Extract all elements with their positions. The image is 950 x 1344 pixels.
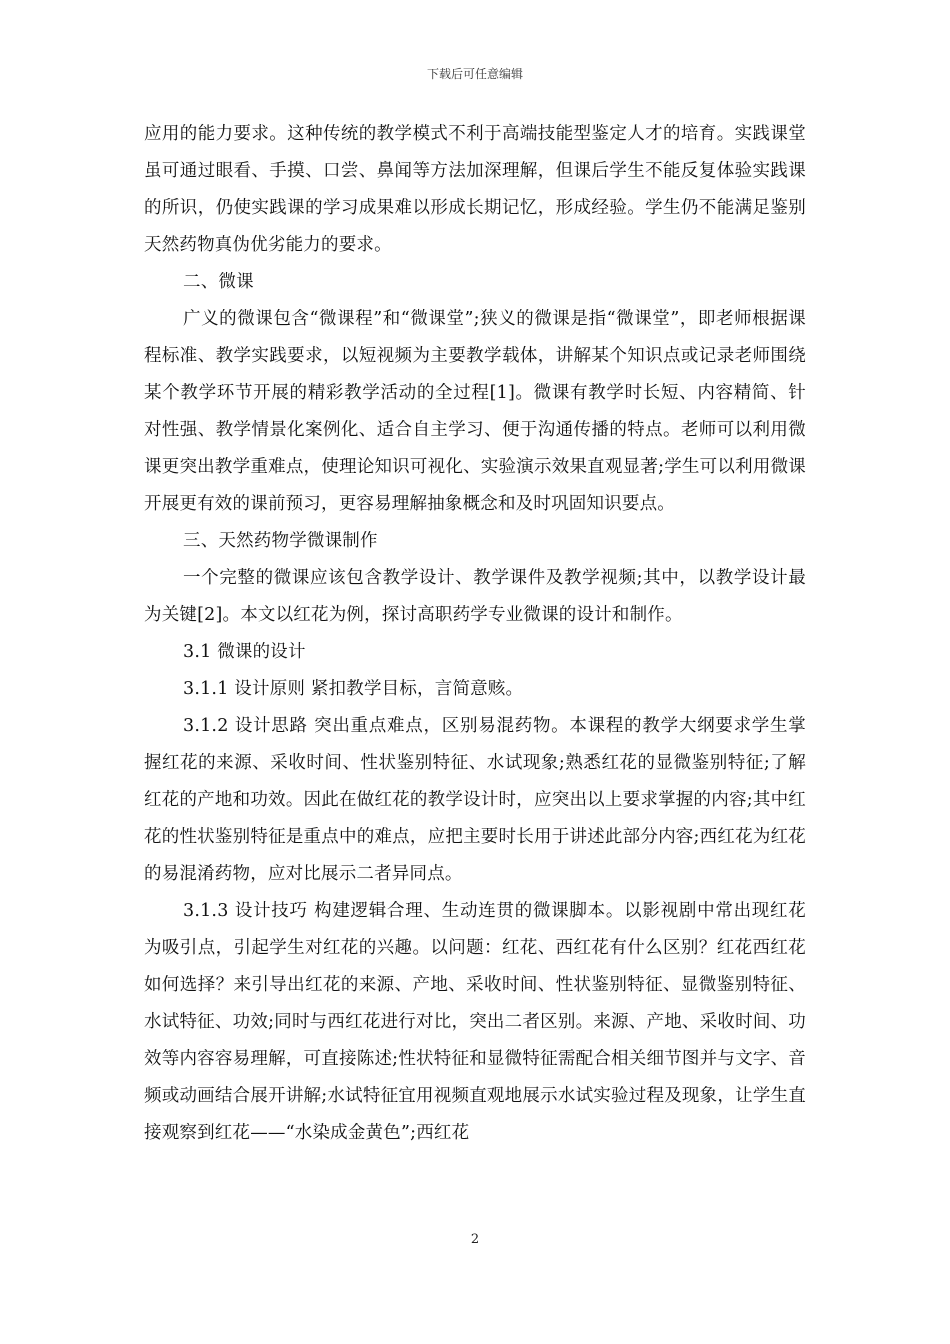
page-number: 2 xyxy=(470,1232,480,1247)
paragraph-design-technique: 3.1.3 设计技巧 构建逻辑合理、生动连贯的微课脚本。以影视剧中常出现红花为吸引点，引起学生对红花的兴趣。以问题：红花、西红花有什么区别？红花西红花如何选择？来引导出红花的来源、产地、采收时间、性状鉴别特征、显微鉴别特征、水试特征、功效;同时与西红花进行对比，突出二者区别。来源、产地、采收时间、功效等内容容易理解，可直接陈述;性状特征和显微特征需配合相关细节图并与文字、音频或动画结合展开讲解;水试特征宜用视频直观地展示水试实验过程及现象，让学生直接观察到红花——“水染成金黄色”;西红花 xyxy=(144,901,806,1143)
paragraph-design-approach: 3.1.2 设计思路 突出重点难点，区别易混药物。本课程的教学大纲要求学生掌握红花的来源、采收时间、性状鉴别特征、水试现象;熟悉红花的显微鉴别特征;了解红花的产地和功效。因此在做红花的教学设计时，应突出以上要求掌握的内容;其中红花的性状鉴别特征是重点中的难点，应把主要时长用于讲述此部分内容;西红花为红花的易混淆药物，应对比展示二者异同点。 xyxy=(144,716,806,884)
paragraph-continuation: 应用的能力要求。这种传统的教学模式不利于高端技能型鉴定人才的培育。实践课堂虽可通过眼看、手摸、口尝、鼻闻等方法加深理解，但课后学生不能反复体验实践课的所识，仍使实践课的学习成果难以形成长期记忆，形成经验。学生仍不能满足鉴别天然药物真伪优劣能力的要求。 xyxy=(144,124,806,255)
paragraph-weike-definition: 广义的微课包含“微课程”和“微课堂”;狭义的微课是指“微课堂”，即老师根据课程标准、教学实践要求，以短视频为主要教学载体，讲解某个知识点或记录老师围绕某个教学环节开展的精彩教学活动的全过程[1]。微课有教学时长短、内容精简、针对性强、教学情景化案例化、适合自主学习、便于沟通传播的特点。老师可以利用微课更突出教学重难点，使理论知识可视化、实验演示效果直观显著;学生可以利用微课开展更有效的课前预习，更容易理解抽象概念和及时巩固知识要点。 xyxy=(144,309,806,514)
section-heading-production: 三、天然药物学微课制作 xyxy=(183,531,378,551)
paragraph-design-principle: 3.1.1 设计原则 紧扣教学目标，言简意赅。 xyxy=(183,679,524,699)
page-header: 下载后可任意编辑 xyxy=(426,67,523,81)
paragraph-production-intro: 一个完整的微课应该包含教学设计、教学课件及教学视频;其中，以教学设计最为关键[2]。本文以红花为例，探讨高职药学专业微课的设计和制作。 xyxy=(144,568,806,625)
section-heading-weike: 二、微课 xyxy=(183,272,254,292)
document-body xyxy=(144,116,806,1152)
subsection-heading-design: 3.1 微课的设计 xyxy=(183,642,306,662)
